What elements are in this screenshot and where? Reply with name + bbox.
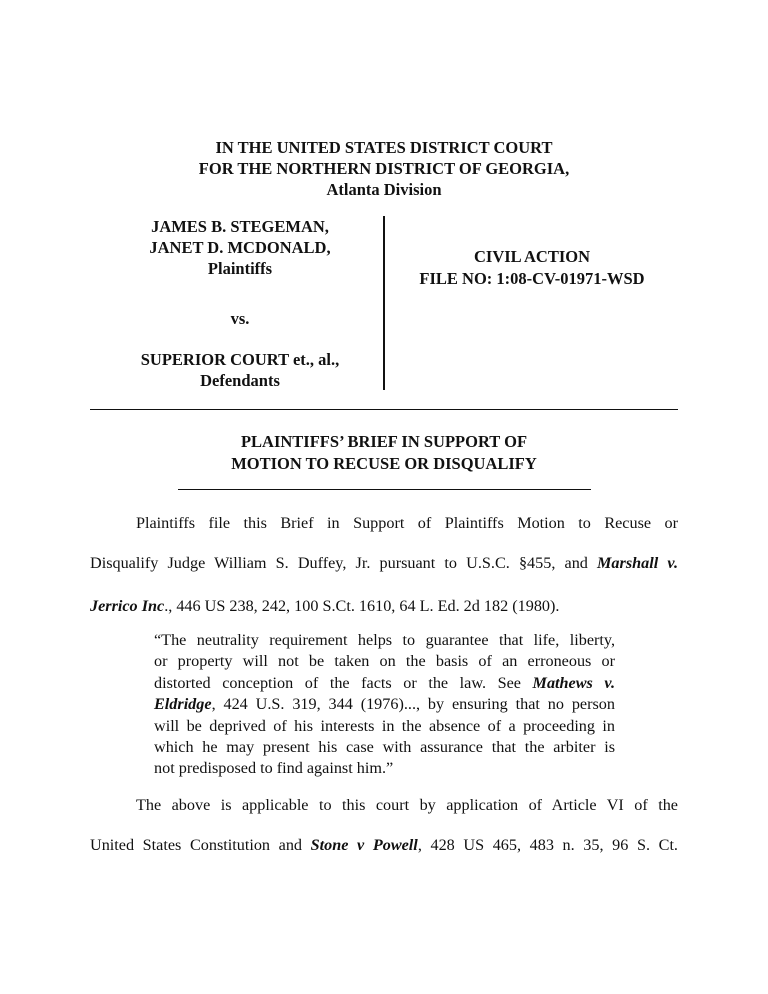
quote-line: not predisposed to find against him.” bbox=[154, 759, 394, 778]
quote-line: which he may present his case with assurance that the arbiter is bbox=[154, 738, 615, 757]
body-line: Jerrico Inc., 446 US 238, 242, 100 S.Ct. 1610, 64 L. Ed. 2d 182 (1980). bbox=[90, 597, 560, 615]
quote-line: distorted conception of the facts or the law. See Mathews v. bbox=[154, 673, 616, 692]
caption-divider bbox=[383, 216, 385, 390]
body-line: The above is applicable to this court by application of Article VI of the bbox=[136, 796, 678, 814]
court-district: FOR THE NORTHERN DISTRICT OF GEORGIA, bbox=[198, 159, 570, 178]
civil-action-label: CIVIL ACTION bbox=[474, 247, 590, 266]
court-division: Atlanta Division bbox=[326, 180, 442, 199]
defendant-name: SUPERIOR COURT et., al., bbox=[140, 350, 340, 369]
caption-rule bbox=[90, 409, 678, 410]
plaintiff-name: JAMES B. STEGEMAN, bbox=[151, 217, 329, 236]
case-citation: Stone v Powell bbox=[310, 836, 418, 854]
case-citation: Mathews v. bbox=[532, 673, 616, 692]
title-line: MOTION TO RECUSE OR DISQUALIFY bbox=[231, 454, 537, 473]
court-heading bbox=[0, 137, 768, 200]
case-citation: Marshall v. bbox=[597, 554, 678, 572]
quote-line: “The neutrality requirement helps to guarantee that life, liberty, bbox=[154, 631, 615, 649]
court-name: IN THE UNITED STATES DISTRICT COURT bbox=[215, 138, 553, 157]
case-number-block bbox=[392, 246, 672, 290]
body-line: Disqualify Judge William S. Duffey, Jr. pursuant to U.S.C. §455, and Marshall v. bbox=[90, 554, 678, 572]
body-line: United States Constitution and Stone v Powell, 428 US 465, 483 n. 35, 96 S. Ct. bbox=[90, 836, 678, 854]
quote-line: will be deprived of his interests in the absence of a proceeding in bbox=[154, 716, 615, 735]
quote-line: Eldridge, 424 U.S. 319, 344 (1976)..., by ensuring that no person bbox=[154, 695, 615, 714]
file-number: FILE NO: 1:08-CV-01971-WSD bbox=[419, 269, 645, 288]
plaintiffs-label: Plaintiffs bbox=[207, 259, 273, 278]
caption-plaintiffs bbox=[90, 216, 390, 279]
quote-line: or property will not be taken on the basis of an erroneous or bbox=[154, 652, 615, 671]
title-line: PLAINTIFFS’ BRIEF IN SUPPORT OF bbox=[240, 432, 528, 451]
body-line: Plaintiffs file this Brief in Support of Plaintiffs Motion to Recuse or bbox=[136, 514, 678, 532]
caption-defendants bbox=[90, 349, 390, 391]
plaintiff-name: JANET D. MCDONALD, bbox=[149, 238, 331, 257]
defendants-label: Defendants bbox=[200, 371, 280, 390]
title-rule bbox=[178, 489, 591, 490]
block-quote bbox=[154, 630, 615, 780]
document-title bbox=[0, 431, 768, 475]
case-citation: Eldridge bbox=[154, 695, 212, 714]
caption-versus: vs. bbox=[230, 309, 250, 328]
case-citation: Jerrico Inc bbox=[90, 597, 165, 615]
